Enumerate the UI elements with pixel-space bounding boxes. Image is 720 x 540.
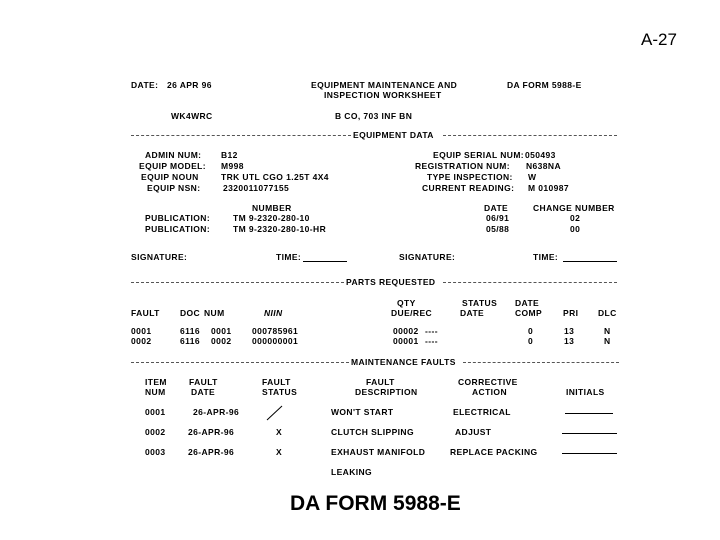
equipment-section-label: EQUIPMENT DATA <box>353 130 434 140</box>
parts-row-duerec: 00002 <box>393 326 419 336</box>
parts-pri-header: PRI <box>563 308 579 318</box>
unit-name: B CO, 703 INF BN <box>335 111 413 121</box>
form-id: DA FORM 5988-E <box>507 80 582 90</box>
page-number: A-27 <box>641 30 677 49</box>
equip-model-label: EQUIP MODEL: <box>139 161 206 171</box>
registration-value: N638NA <box>526 161 561 171</box>
parts-row-num: 0001 <box>211 326 232 336</box>
fault-row-desc: EXHAUST MANIFOLD <box>331 447 426 457</box>
pub-date-header: DATE <box>484 203 509 213</box>
registration-label: REGISTRATION NUM: <box>415 161 510 171</box>
fault-row-date: 26-APR-96 <box>193 407 240 417</box>
parts-row-doc: 6116 <box>180 336 201 346</box>
equip-nsn-value: 2320011077155 <box>223 183 290 193</box>
parts-row-duerec: 00001 <box>393 336 419 346</box>
parts-niin-header: NIIN <box>264 308 283 318</box>
equip-nsn-label: EQUIP NSN: <box>147 183 201 193</box>
faults-action-header1: CORRECTIVE <box>458 377 518 387</box>
pub-change-header: CHANGE NUMBER <box>533 203 615 213</box>
parts-qty-header: QTY <box>397 298 416 308</box>
faults-action-header2: ACTION <box>472 387 507 397</box>
current-reading-value: M 010987 <box>528 183 570 193</box>
publication-number: TM 9-2320-280-10-HR <box>233 224 327 234</box>
current-reading-label: CURRENT READING: <box>422 183 515 193</box>
fault-row-action: ELECTRICAL <box>453 407 511 417</box>
section-rule-left <box>131 135 351 136</box>
parts-duerec-header: DUE/REC <box>391 308 433 318</box>
fault-row-action: REPLACE PACKING <box>450 447 538 457</box>
form-title-line1: EQUIPMENT MAINTENANCE AND <box>311 80 458 90</box>
initials-blank[interactable] <box>565 413 613 414</box>
parts-doc-header: DOC <box>180 308 201 318</box>
parts-row-niin: 000785961 <box>252 326 299 336</box>
fault-row-date: 26-APR-96 <box>188 427 235 437</box>
parts-row-comp: 0 <box>528 326 534 336</box>
section-rule-left <box>131 282 344 283</box>
fault-desc-continuation: LEAKING <box>331 467 373 477</box>
section-rule-right <box>443 135 617 136</box>
fault-row-num: 0001 <box>145 407 166 417</box>
initials-blank[interactable] <box>562 453 617 454</box>
inspection-type-value: W <box>528 172 537 182</box>
faults-status-header2: STATUS <box>262 387 298 397</box>
parts-row-status: ---- <box>425 326 438 336</box>
parts-row-pri: 13 <box>564 336 575 346</box>
equip-noun-label: EQUIP NOUN <box>141 172 199 182</box>
slide-caption: DA FORM 5988-E <box>290 492 461 515</box>
equip-model-value: M998 <box>221 161 244 171</box>
parts-row-comp: 0 <box>528 336 534 346</box>
faults-desc-header1: FAULT <box>366 377 395 387</box>
time-label-2: TIME: <box>533 252 559 262</box>
fault-row-status: X <box>276 427 283 437</box>
parts-row-doc: 6116 <box>180 326 201 336</box>
date-value: 26 APR 96 <box>167 80 212 90</box>
parts-row-pri: 13 <box>564 326 575 336</box>
admin-num-label: ADMIN NUM: <box>145 150 202 160</box>
equip-noun-value: TRK UTL CGO 1.25T 4X4 <box>221 172 329 182</box>
initials-blank[interactable] <box>562 433 617 434</box>
section-rule-right <box>443 282 617 283</box>
parts-date-header: DATE <box>515 298 540 308</box>
admin-num-value: B12 <box>221 150 238 160</box>
faults-fault-header: FAULT <box>189 377 218 387</box>
time-blank-1[interactable] <box>303 261 347 262</box>
faults-desc-header2: DESCRIPTION <box>355 387 418 397</box>
fault-row-desc: WON'T START <box>331 407 394 417</box>
unit-code: WK4WRC <box>171 111 213 121</box>
deadline-slash-icon <box>266 405 284 421</box>
fault-row-num: 0003 <box>145 447 166 457</box>
inspection-type-label: TYPE INSPECTION: <box>427 172 513 182</box>
time-label-1: TIME: <box>276 252 302 262</box>
parts-dlc-header: DLC <box>598 308 617 318</box>
time-blank-2[interactable] <box>563 261 617 262</box>
section-rule-left <box>131 362 349 363</box>
parts-date2-header: DATE <box>460 308 485 318</box>
fault-row-desc: CLUTCH SLIPPING <box>331 427 414 437</box>
form-title-line2: INSPECTION WORKSHEET <box>324 90 442 100</box>
serial-label: EQUIP SERIAL NUM: <box>433 150 525 160</box>
publication-label: PUBLICATION: <box>145 213 211 223</box>
publication-label: PUBLICATION: <box>145 224 211 234</box>
date-label: DATE: <box>131 80 159 90</box>
pub-number-header: NUMBER <box>252 203 292 213</box>
parts-num-header: NUM <box>204 308 225 318</box>
faults-date-header: DATE <box>191 387 216 397</box>
parts-row-num: 0002 <box>211 336 232 346</box>
signature-label-1: SIGNATURE: <box>131 252 188 262</box>
parts-row-niin: 000000001 <box>252 336 299 346</box>
signature-label-2: SIGNATURE: <box>399 252 456 262</box>
publication-number: TM 9-2320-280-10 <box>233 213 310 223</box>
fault-row-action: ADJUST <box>455 427 492 437</box>
faults-section-label: MAINTENANCE FAULTS <box>351 357 456 367</box>
parts-row-status: ---- <box>425 336 438 346</box>
serial-value: 050493 <box>525 150 556 160</box>
faults-item-header: ITEM <box>145 377 167 387</box>
faults-initials-header: INITIALS <box>566 387 605 397</box>
faults-num-header: NUM <box>145 387 166 397</box>
parts-comp-header: COMP <box>515 308 543 318</box>
parts-row-dlc: N <box>604 336 611 346</box>
parts-row-fault: 0001 <box>131 326 152 336</box>
parts-fault-header: FAULT <box>131 308 160 318</box>
publication-date: 05/88 <box>486 224 510 234</box>
publication-change: 00 <box>570 224 581 234</box>
faults-status-header1: FAULT <box>262 377 291 387</box>
section-rule-right <box>463 362 619 363</box>
fault-row-status: X <box>276 447 283 457</box>
parts-status-header: STATUS <box>462 298 498 308</box>
parts-section-label: PARTS REQUESTED <box>346 277 436 287</box>
fault-row-num: 0002 <box>145 427 166 437</box>
parts-row-dlc: N <box>604 326 611 336</box>
publication-date: 06/91 <box>486 213 510 223</box>
parts-row-fault: 0002 <box>131 336 152 346</box>
fault-row-date: 26-APR-96 <box>188 447 235 457</box>
publication-change: 02 <box>570 213 581 223</box>
